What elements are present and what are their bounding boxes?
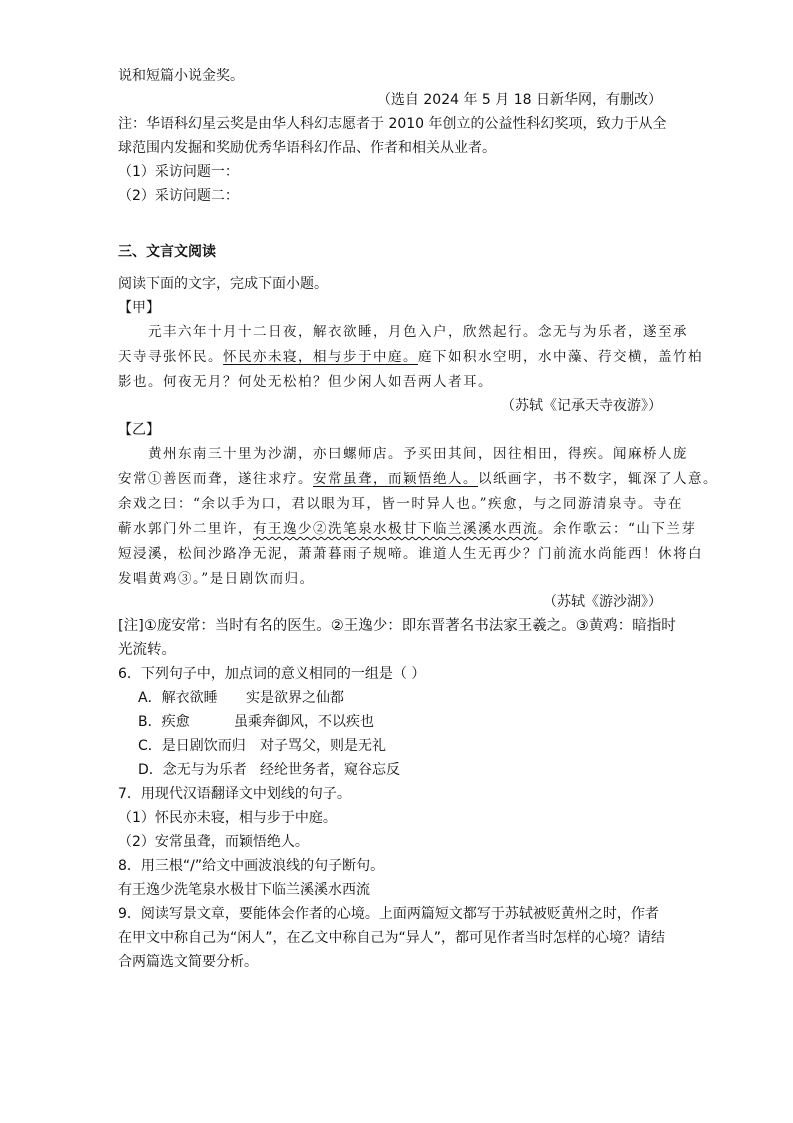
text-line: 说和短篇小说金奖。 [118,68,244,84]
option-d-right: 经纶世务者，窥谷忘反 [260,762,400,778]
question-7-sentence-1: （1）怀民亦未寝，相与步于中庭。 [118,810,337,826]
passage-yi-line: 黄州东南三十里为沙湖，亦曰螺师店。予买田其间，因往相田，得疾。闻麻桥人庞 [148,446,688,462]
text-segment: 蕲水郭门外二里许， [118,521,253,537]
option-d [138,760,400,780]
option-c-left: C．是日剧饮而归 [138,738,246,754]
option-b-left: B．疾愈 [138,714,190,730]
note-line: 注：华语科幻星云奖是由华人科幻志愿者于 2010 年创立的公益性科幻奖项，致力于从全 [118,116,667,132]
underlined-sentence: 安常虽聋，而颖悟绝人。 [313,471,478,487]
passage-jia-line [118,347,703,367]
option-a-left: A．解衣欲睡 [138,690,218,706]
question-9-line: 合两篇选文简要分析。 [118,954,258,970]
option-a [138,688,344,708]
text-segment: 庭下如积水空明，水中藻、荇交横，盖竹柏 [418,349,703,365]
interview-question-2: （2）采访问题二： [118,188,239,204]
passage-jia-line: 元丰六年十月十二日夜，解衣欲睡，月色入户，欣然起行。念无与为乐者，遂至承 [148,324,688,340]
text-segment: 天寺寻张怀民。 [118,349,223,365]
passage-label-yi: 【乙】 [118,422,160,438]
source-citation: （苏轼《游沙湖》） [543,594,662,610]
passage-yi-line [118,519,696,539]
option-d-left: D．念无与为乐者 [138,762,247,778]
interview-question-1: （1）采访问题一： [118,164,239,180]
option-c [138,736,386,756]
passage-yi-line: 发唱黄鸡③。”是日剧饮而归。 [118,571,315,587]
underlined-sentence: 怀民亦未寝，相与步于中庭。 [223,349,418,365]
passage-yi-line: 短浸溪，松间沙路净无泥，萧萧暮雨子规啼。谁道人生无再少？门前流水尚能西！休将白 [118,546,703,562]
text-segment: 以纸画字，书不数字，辄深了人意。 [478,471,718,487]
section-heading: 三、文言文阅读 [118,244,216,260]
source-citation: （选自 2024 年 5 月 18 日新华网，有删改） [376,92,662,108]
question-7-sentence-2: （2）安常虽聋，而颖悟绝人。 [118,834,309,850]
question-9-line: 9．阅读写景文章，要能体会作者的心境。上面两篇短文都写于苏轼被贬黄州之时，作者 [118,906,659,922]
wavy-underlined-sentence: 有王逸少②洗笔泉水极甘下临兰溪溪水西流 [253,521,538,537]
annotation-line: [注]①庞安常：当时有名的医生。②王逸少：即东晋著名书法家王羲之。③黄鸡：暗指时 [118,618,676,634]
question-6-stem: 6．下列句子中，加点词的意义相同的一组是（ ） [118,666,426,682]
text-segment: 。余作歌云：“山下兰芽 [538,521,697,537]
passage-jia-line: 影也。何夜无月？何处无松柏？但少闲人如吾两人者耳。 [118,374,493,390]
option-b-right: 虽乘奔御风，不以疾也 [234,714,374,730]
note-line: 球范围内发掘和奖励优秀华语科幻作品、作者和相关从业者。 [118,140,496,156]
question-8-stem: 8．用三根“/”给文中画波浪线的句子断句。 [118,858,385,874]
question-8-text: 有王逸少洗笔泉水极甘下临兰溪溪水西流 [118,882,370,898]
text-segment: 安常①善医而聋，遂往求疗。 [118,471,313,487]
option-b [138,712,374,732]
passage-label-jia: 【甲】 [118,300,160,316]
passage-yi-line: 余戏之曰：“余以手为口，君以眼为耳，皆一时异人也。”疾愈，与之同游清泉寺。寺在 [118,496,684,512]
option-a-right: 实是欲界之仙都 [246,690,344,706]
source-citation: （苏轼《记承天寺夜游》） [501,398,662,414]
question-7-stem: 7．用现代汉语翻译文中划线的句子。 [118,786,351,802]
question-9-line: 在甲文中称自己为“闲人”，在乙文中称自己为“异人”，都可见作者当时怎样的心境？请结 [118,930,666,946]
option-c-right: 对子骂父，则是无礼 [260,738,386,754]
annotation-line: 光流转。 [118,642,176,658]
section-intro: 阅读下面的文字，完成下面小题。 [118,276,328,292]
passage-yi-line [118,469,718,489]
